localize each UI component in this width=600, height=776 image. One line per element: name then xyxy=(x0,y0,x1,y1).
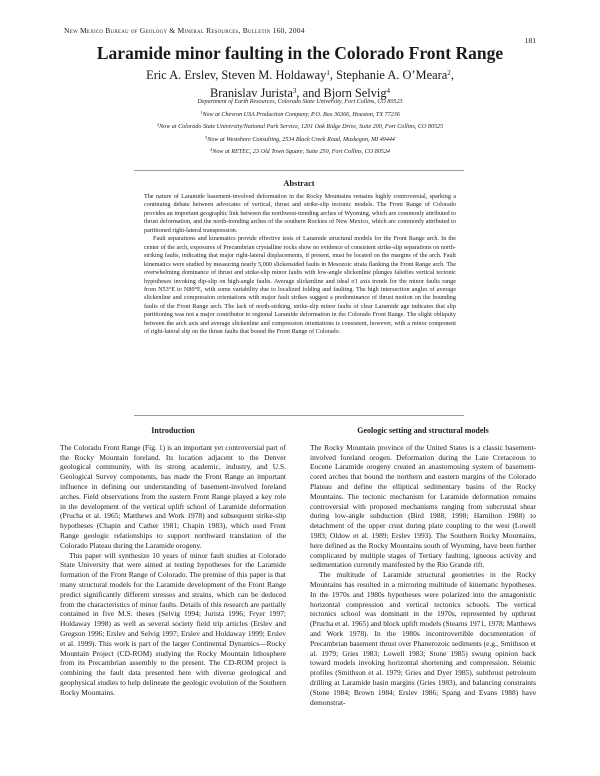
author-line-2: Branislav Jurista$^3$, and Bjorn Selvig$^4$ xyxy=(209,85,391,100)
body-paragraph: The multitude of Laramide structural geometries in the Rocky Mountains has resulted in a mirroring multitude of kinematic hypotheses. In the 1970s and 1980s hypotheses were polarized into the antagonistic horizontal compression and vertical tectonics schools. The vertical tectonics school was dominant in the 1970s, represented by upthrust (Prucha et al. 1965) and block uplift models (Stearns 1971, 1978; Matthews and Work 1978). In the 1980s incontrovertible documentation of Precambrian basement thrust over Phanerozoic sediments (e.g., Smithson et al. 1979; Gries 1983; Lowell 1983; Stone 1985) swung opinion back toward models invoking horizontal shortening and compression. Seismic profiles (Smithson et al. 1979; Gries and Dyer 1985), subthrust petroleum drilling at Laramide basin margins (Gries 1983), and balancing constraints (Stone 1984; Brown 1984; Erslev 1986; Spang and Evans 1988) have demonstrat- xyxy=(310,570,536,707)
affiliation-3: $^3$Now at Westshore Consulting, 2534 Black Creek Road, Muskegon, MI 49444 xyxy=(205,134,395,143)
running-header: New Mexico Bureau of Geology & Mineral Resources, Bulletin 160, 2004 xyxy=(64,26,305,35)
abstract-paragraph: Fault separations and kinematics provide effective tests of Laramide structural models for the Front Range arch. In the center of the arch, exposures of Precambrian crystalline rocks show no evidence of consistent strike-slip separations on north-striking faults, indicating that major right-lateral displacements, if present, must be located on the margins of the arch. Fault kinematics were studied by measuring nearly 5,000 slickensided faults in Mesozoic strata flanking the Front Range arch. The overwhelming dominance of thrust and strike-slip minor faults with low-angle slickenline plunges falsifies vertical tectonic hypotheses invoking dip-slip on high-angle faults. Average slickenline and ideal σ1 axis trends for the minor faults range from N53°E to N80°E, with some variability due to localized folding and faulting. The high intersection angles of average slickenline and compression orientations with major fault strikes suggest a predominance of thrust motion on the bounding faults of the Front Range arch. The lack of north-striking, strike-slip minor faults of clear Laramide age indicates that slip partitioning was not a major contributor to regional Laramide deformation in the Colorado Front Range. The slight obliquity between the arch axis and average slickenline and compression orientations is consistent, however, with a minor component of right-lateral slip on the thrust faults that bound the Front Range of Colorado. xyxy=(144,235,456,336)
affiliation-dept: Department of Earth Resources, Colorado State University, Fort Collins, CO 80523 xyxy=(197,99,403,105)
author-line-1: Eric A. Erslev, Steven M. Holdaway$^1$, Stephanie A. O’Meara$^2$, xyxy=(146,68,454,82)
abstract-box xyxy=(134,170,464,416)
introduction-column xyxy=(60,426,286,698)
body-paragraph: The Colorado Front Range (Fig. 1) is an important yet controversial part of the Rocky Mountain foreland. Its location adjacent to the Denver geological community, with its strong academic, industry, and U.S. Geological Survey components, has made the Front Range an important influence in defining our understanding of basement-involved foreland arches. Field observations from the eastern Front Range played a key role in the development of the vertical uplift school of Laramide deformation (Prucha et al. 1965; Matthews and Work 1978) and subsequent strike-slip hypotheses (Chapin and Cather 1981; Chapin 1983), which used Front Range geologic relationships to support northward translation of the Colorado Plateau during the Laramide orogeny. xyxy=(60,442,286,550)
affiliation-2: $^2$Now at Colorado State University/National Park Service, 1201 Oak Ridge Drive, Suite 200, Fort Collins, CO 80525 xyxy=(156,122,444,131)
abstract-heading: Abstract xyxy=(283,179,315,188)
geologic-setting-column xyxy=(310,426,536,707)
abstract-text xyxy=(144,193,456,337)
affiliation-4: $^4$Now at RETEC, 23 Old Town Square, Suite 250, Fort Collins, CO 80524 xyxy=(210,147,390,156)
author-list xyxy=(0,66,600,101)
paper-title: Laramide minor faulting in the Colorado Front Range xyxy=(96,43,504,63)
section-heading-geologic-setting: Geologic setting and structural models xyxy=(357,426,489,435)
page-number: 181 xyxy=(524,36,536,45)
body-paragraph: The Rocky Mountain province of the United States is a classic basement-involved foreland orogen. Deformation during the Late Cretaceous to Eocene Laramide orogeny created an anastomosing system of basement-cored arches that bound the northern and eastern margins of the Colorado Plateau and define the elliptical sedimentary basins of the Rocky Mountains. The tectonic mechanism for Laramide deformation remains controversial with proposed mechanisms ranging from subcrustal shear during low-angle subduction (Bird 1988, 1998; Hamilton 1988) to detachment of the upper crust during plate coupling to the west (Lowell 1983; Oldow et al. 1989; Erslev 1993). The Southern Rocky Mountains, here defined as the Rocky Mountains south of Wyoming, have been further complicated by multiple stages of Tertiary faulting, igneous activity and sedimentation currently manifested by the Rio Grande rift. xyxy=(310,442,536,570)
affiliations xyxy=(0,98,600,158)
body-paragraph: This paper will synthesize 10 years of minor fault studies at Colorado State University that were aimed at testing hypotheses for the Laramide formation of the Front Range of Colorado. The premise of this paper is that many structural models for the Laramide development of the Front Range predict significantly different stresses and strains, which can be deduced from the characteristics of minor faults. Details of this research are partially contained in five M.S. theses (Selvig 1994; Jurista 1996; Fryer 1997; Holdaway 1998) as well as several society field trip articles (Erslev and Gregson 1996; Erslev and Selvig 1997; Erslev and Holdaway 1999; Erslev et al. 1999). This work is part of the larger Continental Dynamics—Rocky Mountain Project (CD-ROM) studying the Rocky Mountain lithosphere from its Precambrian assembly to the present. The CD-ROM project is combining the fault data presented here with diverse geological and geophysical studies to help delineate the geologic evolution of the Southern Rocky Mountains. xyxy=(60,550,286,697)
affiliation-1: $^1$Now at Chevron USA Production Company, P.O. Box 36366, Houston, TX 77236 xyxy=(200,109,400,118)
section-heading-introduction: Introduction xyxy=(151,426,195,435)
abstract-paragraph: The nature of Laramide basement-involved deformation in the Rocky Mountains remains highly controversial, sparking a continuing debate between advocates of vertical, thrust and strike-slip tectonic models. The Front Range of Colorado provides an important geographic link between the northwest-trending arches of Wyoming, which are commonly attributed to thrust deformation, and the north-trending arches of the southern Rockies of New Mexico, which are commonly attributed to partitioned right-lateral transpression. xyxy=(144,193,456,234)
